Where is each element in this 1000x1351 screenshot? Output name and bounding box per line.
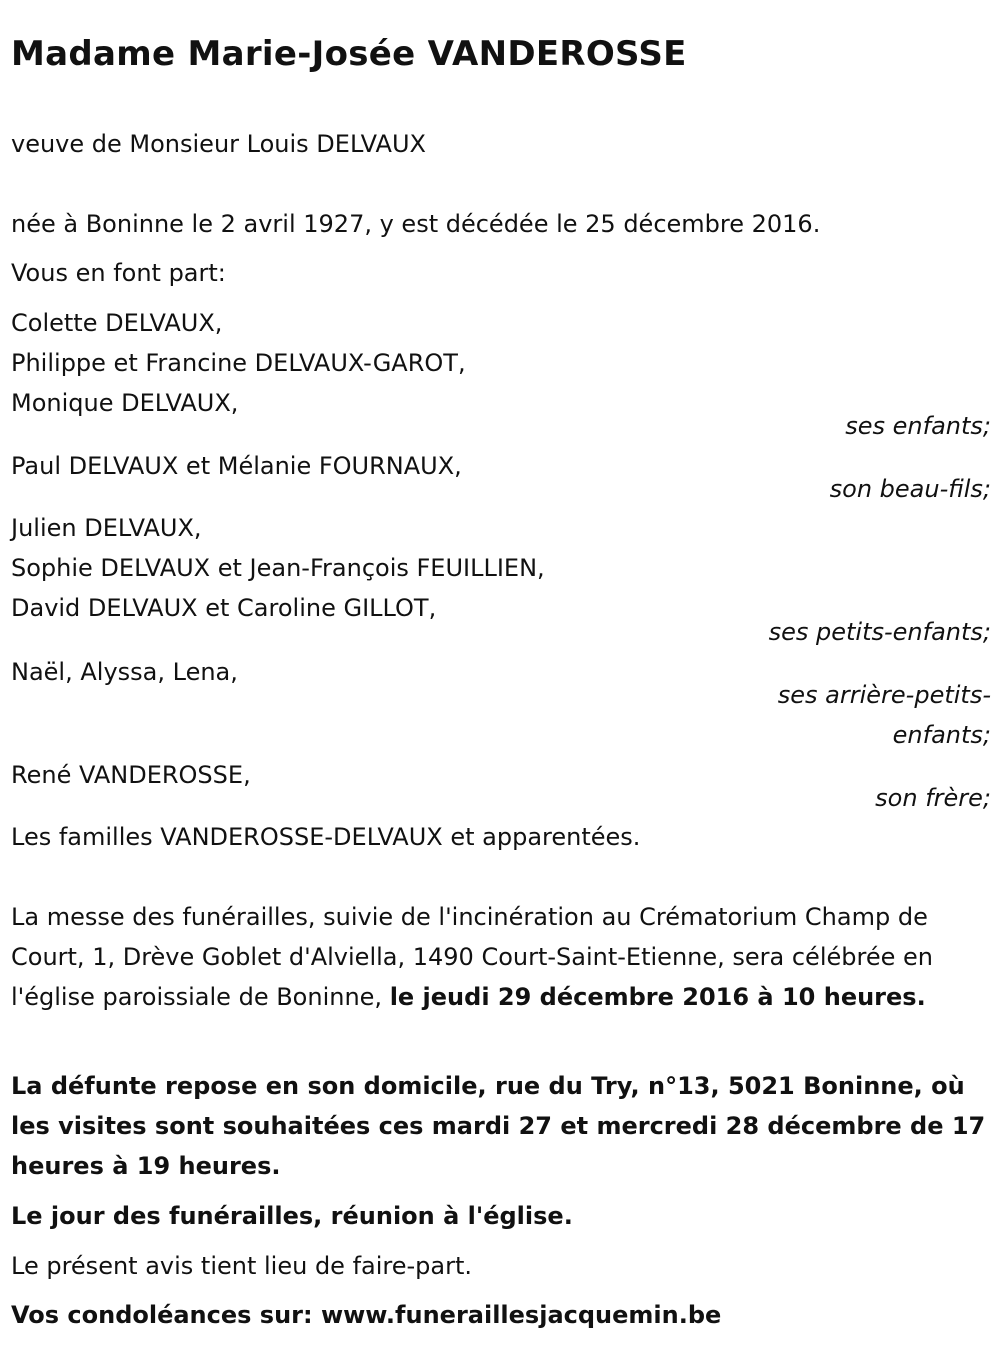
condolences-line: Vos condoléances sur: www.funeraillesjacquemin.be (11, 1301, 722, 1329)
birth-death-line: née à Boninne le 2 avril 1927, y est décédée le 25 décembre 2016. (11, 210, 821, 238)
child-1: Colette DELVAUX, (11, 309, 223, 337)
brother-role: son frère; (875, 784, 991, 812)
son-in-law-line: Paul DELVAUX et Mélanie FOURNAUX, (11, 452, 462, 480)
grandchild-3: David DELVAUX et Caroline GILLOT, (11, 594, 437, 622)
widow-of-line: veuve de Monsieur Louis DELVAUX (11, 130, 426, 158)
grandchild-1: Julien DELVAUX, (11, 514, 202, 542)
meeting-line: Le jour des funérailles, réunion à l'église. (11, 1202, 573, 1230)
mass-date: le jeudi 29 décembre 2016 à 10 heures. (389, 983, 926, 1011)
child-2: Philippe et Francine DELVAUX-GAROT, (11, 349, 466, 377)
great-grandchildren-line: Naël, Alyssa, Lena, (11, 658, 238, 686)
intro-line: Vous en font part: (11, 259, 226, 287)
repose-paragraph: La défunte repose en son domicile, rue du Try, n°13, 5021 Boninne, où les visites sont souhaitées ces mardi 27 et mercredi 28 décembre de 17 heures à 19 heures. (11, 1072, 986, 1180)
families-line: Les familles VANDEROSSE-DELVAUX et apparentées. (11, 823, 641, 851)
mass-text: La messe des funérailles, suivie de l'incinération au Crématorium Champ de Court, 1, Drève Goblet d'Alviella, 1490 Court-Saint-Etienne, sera célébrée en l'église paroissiale de Boninne, (11, 903, 933, 1011)
brother-line: René VANDEROSSE, (11, 761, 251, 789)
great-grandchildren-role-2: enfants; (892, 721, 991, 749)
son-in-law-role: son beau-fils; (829, 475, 991, 503)
great-grandchildren-role-1: ses arrière-petits- (777, 681, 991, 709)
grandchild-2: Sophie DELVAUX et Jean-François FEUILLIEN, (11, 554, 545, 582)
child-3: Monique DELVAUX, (11, 389, 239, 417)
mass-paragraph (11, 897, 986, 1017)
children-role: ses enfants; (845, 412, 991, 440)
grandchildren-role: ses petits-enfants; (768, 618, 991, 646)
deceased-name: Madame Marie-Josée VANDEROSSE (11, 34, 687, 74)
notice-line: Le présent avis tient lieu de faire-part. (11, 1252, 473, 1280)
